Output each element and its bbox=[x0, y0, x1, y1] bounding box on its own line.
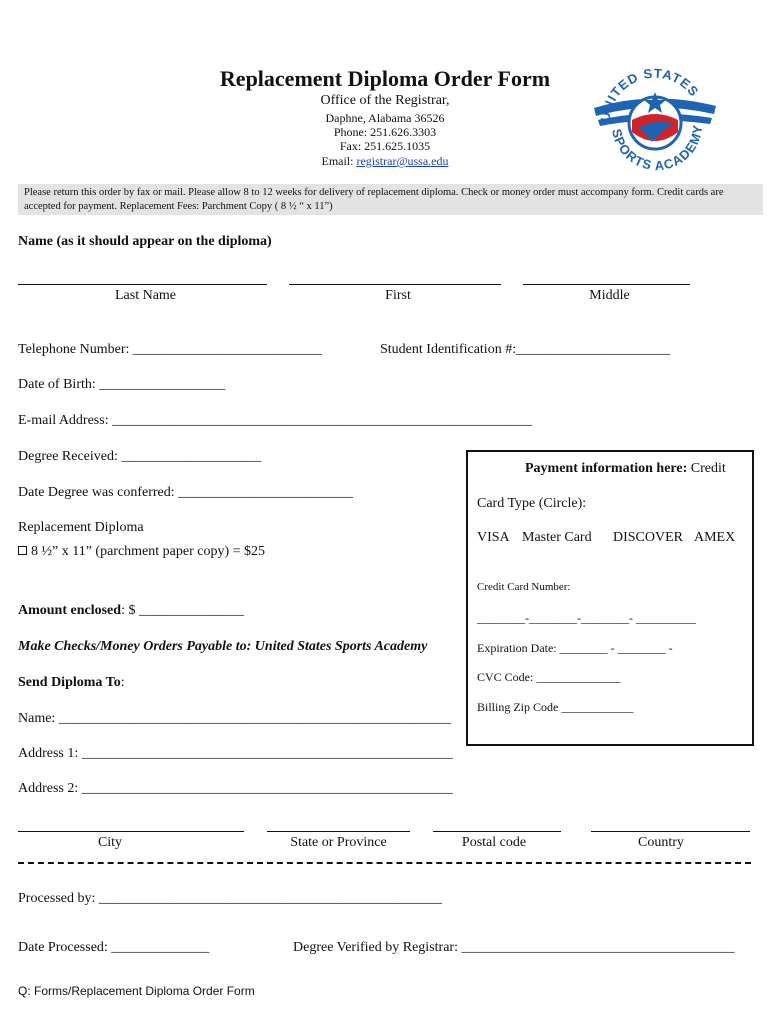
amount-label: Amount enclosed bbox=[18, 603, 122, 618]
city-label: City bbox=[97, 835, 123, 850]
send-to-colon: : bbox=[120, 675, 125, 690]
email-link[interactable]: registrar@ussa.edu bbox=[356, 154, 449, 168]
state-label: State or Province bbox=[290, 835, 387, 850]
replacement-heading: Replacement Diploma bbox=[18, 520, 144, 535]
send-diploma-heading bbox=[18, 675, 125, 691]
payment-heading-bold: Payment information here: bbox=[525, 461, 688, 476]
form-title: Replacement Diploma Order Form bbox=[219, 66, 551, 91]
first-name-field[interactable] bbox=[289, 284, 501, 285]
amount-line: : $ _______________ bbox=[121, 603, 244, 618]
date-processed-field[interactable]: Date Processed: ______________ bbox=[18, 940, 210, 955]
payment-heading-rest: Credit bbox=[687, 461, 726, 476]
student-id-field[interactable]: Student Identification #:______________________ bbox=[380, 342, 671, 357]
cc-number-label: Credit Card Number: bbox=[477, 581, 571, 593]
middle-name-label: Middle bbox=[589, 288, 630, 303]
recipient-name-field[interactable]: Name: ________________________________________________________ bbox=[18, 711, 451, 726]
office-phone: Phone: 251.626.3303 bbox=[333, 125, 437, 139]
state-field[interactable] bbox=[267, 831, 410, 832]
card-type-label: Card Type (Circle): bbox=[477, 496, 587, 511]
parchment-checkbox[interactable] bbox=[18, 546, 27, 555]
logo-text-bottom: SPORTS ACADEMY bbox=[609, 123, 706, 174]
office-city: Daphne, Alabama 36526 bbox=[325, 111, 445, 125]
last-name-field[interactable] bbox=[18, 284, 267, 285]
address2-field[interactable]: Address 2: _____________________________________________________ bbox=[18, 781, 453, 796]
replacement-option-label: 8 ½” x 11” (parchment paper copy) = $25 bbox=[31, 544, 266, 559]
billing-zip-field[interactable]: Billing Zip Code ____________ bbox=[477, 700, 634, 714]
city-field[interactable] bbox=[18, 831, 244, 832]
middle-name-field[interactable] bbox=[523, 284, 690, 285]
ussa-logo bbox=[592, 68, 718, 174]
footer-path: Q: Forms/Replacement Diploma Order Form bbox=[18, 984, 255, 998]
email-field[interactable]: E-mail Address: ____________________________________________________________ bbox=[18, 413, 533, 428]
amount-enclosed-field[interactable] bbox=[18, 603, 244, 619]
postal-code-field[interactable] bbox=[433, 831, 561, 832]
cvc-field[interactable]: CVC Code: ______________ bbox=[477, 670, 621, 684]
expiration-field[interactable]: Expiration Date: ________ - ________ - bbox=[477, 641, 673, 655]
name-section-heading: Name (as it should appear on the diploma) bbox=[18, 234, 272, 249]
send-to-label: Send Diploma To bbox=[18, 675, 121, 690]
first-name-label: First bbox=[385, 288, 411, 303]
logo-text-top: UNITED STATES bbox=[597, 68, 703, 123]
cut-line-divider bbox=[18, 862, 751, 864]
processed-by-field[interactable]: Processed by: _________________________________________________ bbox=[18, 891, 442, 906]
office-fax: Fax: 251.625.1035 bbox=[339, 139, 431, 153]
country-field[interactable] bbox=[591, 831, 750, 832]
office-name: Office of the Registrar, bbox=[320, 93, 450, 108]
card-discover-option[interactable]: DISCOVER bbox=[613, 530, 684, 545]
telephone-field[interactable]: Telephone Number: ___________________________ bbox=[18, 342, 322, 357]
country-label: Country bbox=[638, 835, 684, 850]
degree-verified-field[interactable]: Degree Verified by Registrar: _______________________________________ bbox=[293, 940, 735, 955]
degree-received-field[interactable]: Degree Received: ____________________ bbox=[18, 449, 262, 464]
cc-number-field[interactable]: ________-________-________- __________ bbox=[477, 611, 696, 625]
address1-field[interactable]: Address 1: _____________________________________________________ bbox=[18, 746, 453, 761]
payable-note: Make Checks/Money Orders Payable to: United States Sports Academy bbox=[18, 639, 428, 654]
card-mastercard-option[interactable]: Master Card bbox=[522, 530, 592, 545]
postal-code-label: Postal code bbox=[461, 835, 527, 850]
dob-field[interactable]: Date of Birth: __________________ bbox=[18, 377, 226, 392]
degree-conferred-field[interactable]: Date Degree was conferred: _________________________ bbox=[18, 485, 354, 500]
card-visa-option[interactable]: VISA bbox=[477, 530, 510, 545]
notice-bar: Please return this order by fax or mail. Please allow 8 to 12 weeks for delivery of replacement diploma. Check or money order must accompany form. Credit cards are accepted for payment. Replacement Fees: Parchment Copy ( 8 ½ “ x 11”) bbox=[18, 184, 763, 215]
payment-heading bbox=[525, 461, 726, 477]
replacement-option[interactable] bbox=[18, 544, 265, 560]
email-label: Email: bbox=[321, 154, 357, 168]
card-amex-option[interactable]: AMEX bbox=[694, 530, 736, 545]
payment-info-box bbox=[466, 450, 754, 746]
last-name-label: Last Name bbox=[114, 288, 177, 303]
